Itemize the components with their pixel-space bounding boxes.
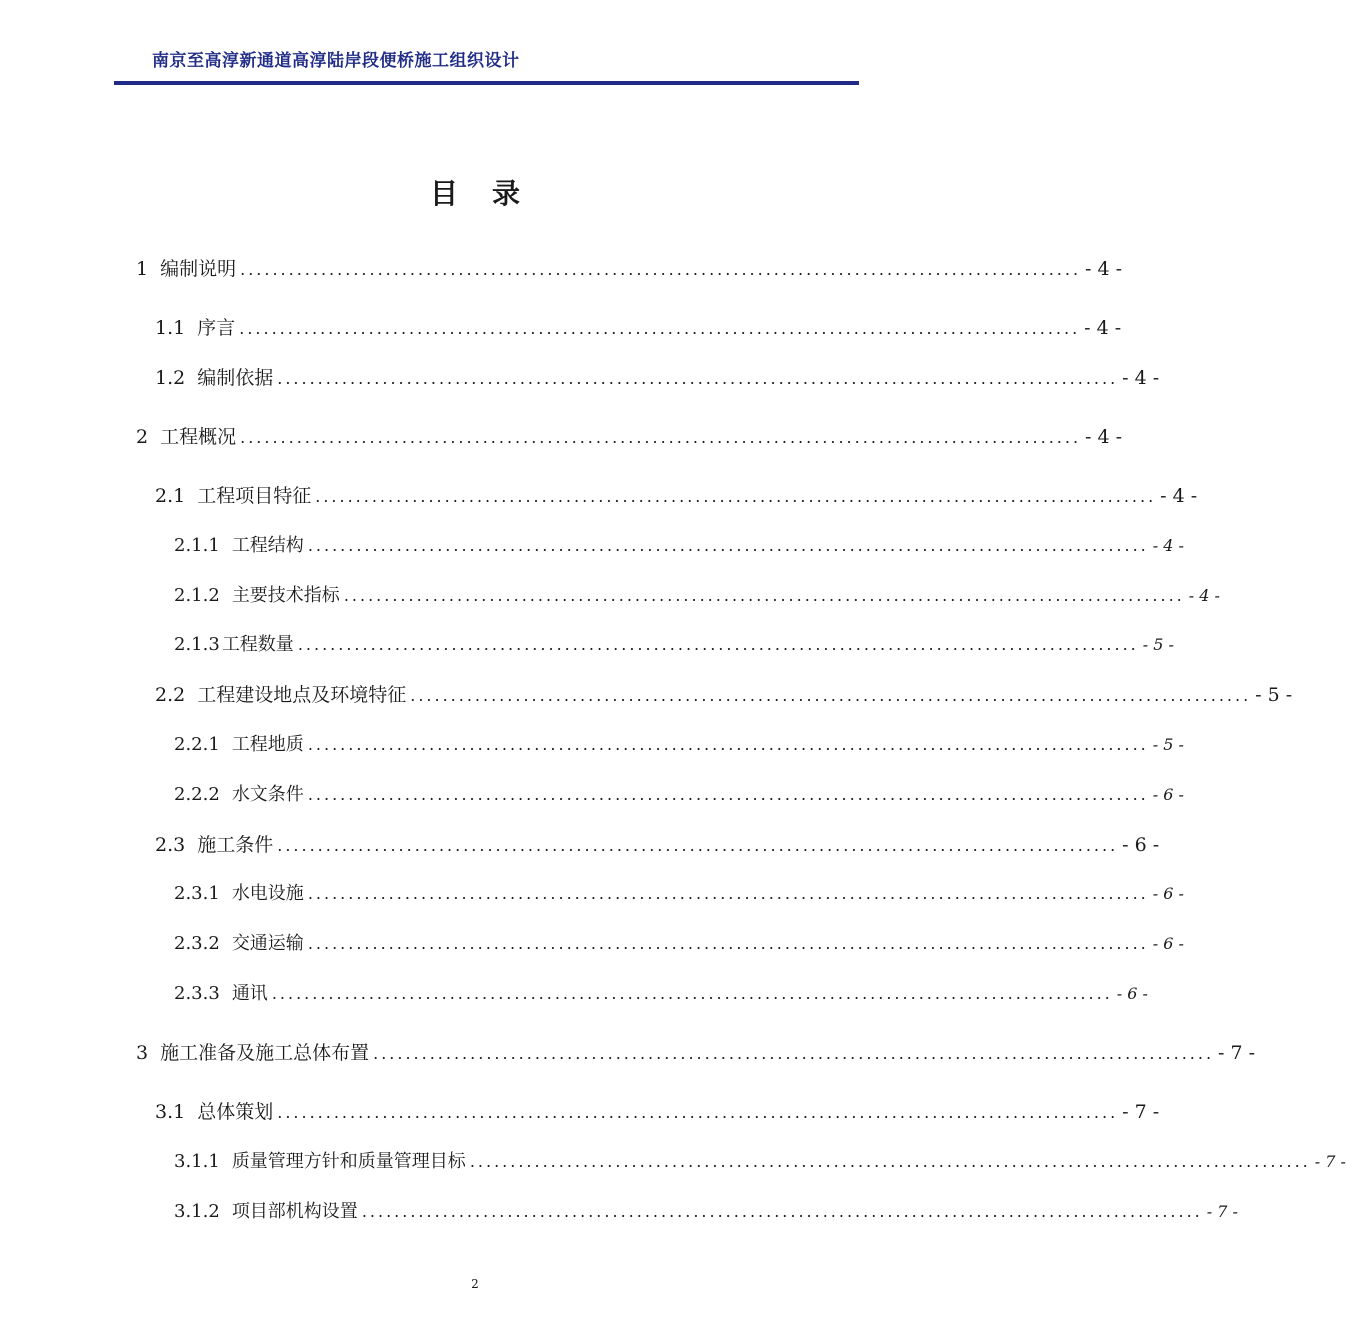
toc-entry[interactable] <box>155 315 1122 341</box>
toc-entry-page: - 4 - <box>1188 586 1220 605</box>
toc-entry-number: 2.1.2 <box>174 585 220 606</box>
toc-entry[interactable] <box>155 1099 1160 1125</box>
page-number: 2 <box>471 1277 479 1291</box>
toc-entry-page: - 4 - <box>1160 485 1198 507</box>
toc-entry-text: 水电设施 <box>231 883 304 904</box>
toc-entry-text: 编制说明 <box>160 258 237 280</box>
toc-entry-page: - 7 - <box>1122 1101 1160 1123</box>
toc-entry-page: - 6 - <box>1152 884 1184 903</box>
toc-entry[interactable] <box>136 256 1123 282</box>
toc-entry-number: 2.1.1 <box>174 535 220 556</box>
toc-entry-number: 3.1.2 <box>174 1201 220 1222</box>
toc-entry-page: - 4 - <box>1084 317 1122 339</box>
toc-entry-number: 1 <box>136 258 149 280</box>
toc-entry-page: - 4 - <box>1085 258 1123 280</box>
toc-entry-page: - 5 - <box>1152 735 1184 754</box>
toc-entry-text: 交通运输 <box>231 933 304 954</box>
toc-entry-page: - 4 - <box>1122 367 1160 389</box>
toc-entry-text: 主要技术指标 <box>231 585 340 606</box>
toc-entry[interactable] <box>174 1149 1346 1175</box>
toc-leader-dots: ........................................................................................................ <box>239 319 1081 338</box>
toc-entry-page: - 6 - <box>1116 984 1148 1003</box>
toc-entry-text: 工程结构 <box>231 535 304 556</box>
toc-entry-text: 总体策划 <box>197 1101 274 1123</box>
toc-entry-page: - 6 - <box>1122 834 1160 856</box>
toc-entry-text: 施工条件 <box>197 834 274 856</box>
toc-entry-page: - 6 - <box>1152 785 1184 804</box>
toc-leader-dots: ........................................................................................................ <box>315 487 1157 506</box>
toc-leader-dots: ........................................................................................................ <box>307 735 1149 754</box>
toc-entry[interactable] <box>155 682 1293 708</box>
toc-leader-dots: ........................................................................................................ <box>240 260 1082 279</box>
toc-leader-dots: ........................................................................................................ <box>373 1044 1215 1063</box>
toc-entry[interactable] <box>136 1040 1256 1066</box>
toc-leader-dots: ........................................................................................................ <box>240 428 1082 447</box>
toc-entry-number: 2.2.2 <box>174 784 220 805</box>
toc-leader-dots: ........................................................................................................ <box>469 1152 1311 1171</box>
toc-leader-dots: ........................................................................................................ <box>277 836 1119 855</box>
toc-entry-number: 2 <box>136 426 149 448</box>
toc-entry-number: 1.1 <box>155 317 186 339</box>
toc-entry-page: - 5 - <box>1142 635 1174 654</box>
toc-entry-number: 2.2.1 <box>174 734 220 755</box>
toc-leader-dots: ........................................................................................................ <box>307 934 1149 953</box>
toc-entry-text: 通讯 <box>231 983 268 1004</box>
toc-leader-dots: ........................................................................................................ <box>277 369 1119 388</box>
toc-entry[interactable] <box>174 732 1184 758</box>
toc-entry-page: - 4 - <box>1085 426 1123 448</box>
toc-entry[interactable] <box>155 832 1160 858</box>
toc-entry-text: 工程概况 <box>160 426 237 448</box>
toc-entry-page: - 4 - <box>1152 536 1184 555</box>
toc-entry-text: 项目部机构设置 <box>231 1201 358 1222</box>
toc-entry-text: 施工准备及施工总体布置 <box>160 1042 370 1064</box>
toc-entry-page: - 7 - <box>1218 1042 1256 1064</box>
toc-leader-dots: ........................................................................................................ <box>277 1103 1119 1122</box>
toc-entry[interactable] <box>174 533 1184 559</box>
toc-entry[interactable] <box>136 424 1123 450</box>
toc-entry-text: 工程数量 <box>221 634 294 655</box>
toc-leader-dots: ........................................................................................................ <box>271 984 1113 1003</box>
toc-entry-number: 3.1 <box>155 1101 186 1123</box>
toc-entry-text: 序言 <box>197 317 236 339</box>
toc-entry[interactable] <box>174 981 1148 1007</box>
toc-entry-text: 工程项目特征 <box>197 485 312 507</box>
toc-leader-dots: ........................................................................................................ <box>307 785 1149 804</box>
toc-entry-number: 2.3 <box>155 834 186 856</box>
toc-title: 目录 <box>429 177 554 210</box>
toc-entry[interactable] <box>174 1199 1238 1225</box>
toc-entry-page: - 7 - <box>1314 1152 1346 1171</box>
toc-leader-dots: ........................................................................................................ <box>307 536 1149 555</box>
toc-entry[interactable] <box>174 632 1174 658</box>
toc-leader-dots: ........................................................................................................ <box>297 635 1139 654</box>
toc-entry-number: 2.3.2 <box>174 933 220 954</box>
toc-entry[interactable] <box>174 782 1184 808</box>
toc-entry-number: 3.1.1 <box>174 1151 220 1172</box>
toc-entry-number: 2.3.1 <box>174 883 220 904</box>
toc-entry-number: 2.3.3 <box>174 983 220 1004</box>
toc-leader-dots: ........................................................................................................ <box>343 586 1185 605</box>
toc-leader-dots: ........................................................................................................ <box>410 686 1252 705</box>
toc-entry-page: - 7 - <box>1206 1202 1238 1221</box>
document-header-title: 南京至高淳新通道高淳陆岸段便桥施工组织设计 <box>152 51 520 71</box>
toc-entry-number: 1.2 <box>155 367 186 389</box>
toc-entry[interactable] <box>155 365 1160 391</box>
toc-entry-text: 工程建设地点及环境特征 <box>197 684 407 706</box>
toc-entry-number: 2.1 <box>155 485 186 507</box>
toc-entry[interactable] <box>174 931 1184 957</box>
toc-entry-text: 水文条件 <box>231 784 304 805</box>
toc-entry-number: 2.1.3 <box>174 634 220 655</box>
header-rule <box>114 81 859 85</box>
toc-entry-text: 编制依据 <box>197 367 274 389</box>
toc-entry-number: 3 <box>136 1042 149 1064</box>
toc-entry-page: - 6 - <box>1152 934 1184 953</box>
toc-entry-number: 2.2 <box>155 684 186 706</box>
toc-entry[interactable] <box>174 583 1220 609</box>
toc-entry-text: 工程地质 <box>231 734 304 755</box>
toc-leader-dots: ........................................................................................................ <box>307 884 1149 903</box>
toc-entry[interactable] <box>174 881 1184 907</box>
toc-entry-page: - 5 - <box>1255 684 1293 706</box>
toc-entry[interactable] <box>155 483 1198 509</box>
toc-leader-dots: ........................................................................................................ <box>361 1202 1203 1221</box>
toc-entry-text: 质量管理方针和质量管理目标 <box>231 1151 466 1172</box>
